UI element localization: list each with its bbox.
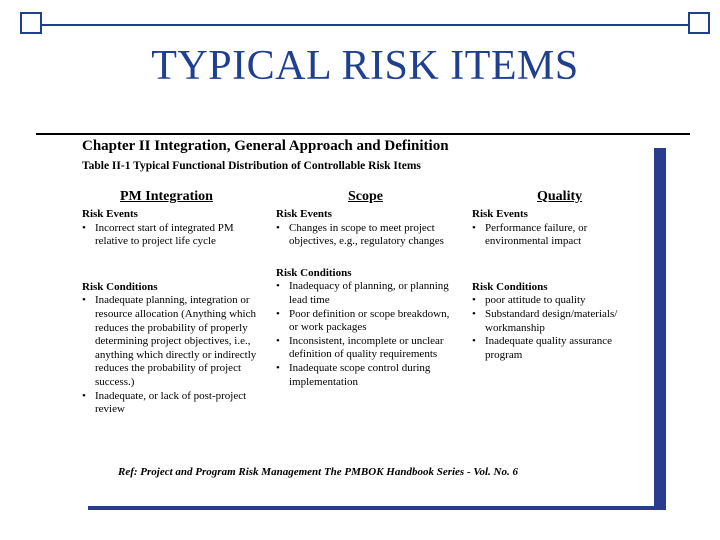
list-item: • Incorrect start of integrated PM relative to project life cycle xyxy=(82,222,266,249)
risk-conditions-label: Risk Conditions xyxy=(276,266,352,279)
document-top-rule xyxy=(36,133,690,135)
chapter-title: Chapter II Integration, General Approach and Definition xyxy=(82,138,449,154)
list-item: • poor attitude to quality xyxy=(472,294,652,308)
list-item: • Inadequate planning, integration or resource allocation (Anything which reduces the probability of properly determining project objectives, i.e., anything which directly or indirectly reduces the probability of project success.) xyxy=(82,294,266,389)
risk-events-list xyxy=(276,222,458,249)
title-decoration-bar xyxy=(20,12,710,38)
list-item: • Changes in scope to meet project objectives, e.g., regulatory changes xyxy=(276,222,458,249)
column-heading-scope: Scope xyxy=(348,189,383,204)
list-item: • Performance failure, or environmental impact xyxy=(472,222,652,249)
risk-events-label: Risk Events xyxy=(276,208,332,220)
risk-events-list xyxy=(82,222,266,249)
list-item: • Poor definition or scope breakdown, or work packages xyxy=(276,308,458,335)
column-quality xyxy=(472,208,652,362)
column-heading-pm-integration: PM Integration xyxy=(120,189,213,204)
column-pm-integration xyxy=(82,208,266,417)
column-heading-quality: Quality xyxy=(537,189,583,204)
risk-conditions-label: Risk Conditions xyxy=(472,280,548,293)
slide-title: TYPICAL RISK ITEMS xyxy=(151,43,579,89)
column-scope xyxy=(276,208,458,389)
risk-events-list xyxy=(472,222,652,249)
risk-conditions-list xyxy=(276,280,458,389)
risk-events-label: Risk Events xyxy=(82,208,138,220)
list-item: • Inadequate scope control during implementation xyxy=(276,362,458,389)
list-item: • Substandard design/materials/ workmanship xyxy=(472,308,652,335)
list-item: • Inadequacy of planning, or planning lead time xyxy=(276,280,458,307)
decoration-square-left xyxy=(20,12,42,34)
reference-note: Ref: Project and Program Risk Management The PMBOK Handbook Series - Vol. No. 6 xyxy=(118,466,518,478)
risk-conditions-list xyxy=(472,294,652,362)
list-item: • Inconsistent, incomplete or unclear definition of quality requirements xyxy=(276,335,458,362)
list-item: • Inadequate quality assurance program xyxy=(472,335,652,362)
decoration-line xyxy=(20,24,710,26)
decoration-square-right xyxy=(688,12,710,34)
risk-conditions-list xyxy=(82,294,266,416)
table-title: Table II-1 Typical Functional Distribution of Controllable Risk Items xyxy=(82,160,421,172)
risk-events-label: Risk Events xyxy=(472,208,528,220)
risk-conditions-label: Risk Conditions xyxy=(82,280,158,293)
list-item: • Inadequate, or lack of post-project review xyxy=(82,390,266,417)
